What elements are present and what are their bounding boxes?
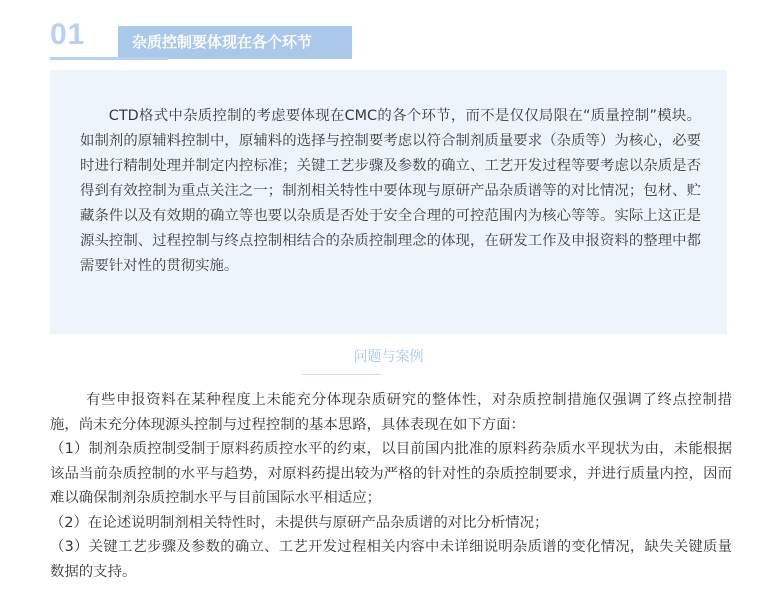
- subheading: 问题与案例: [353, 349, 424, 365]
- body-text: [50, 388, 732, 584]
- section-title: 杂质控制要体现在各个环节: [118, 26, 352, 59]
- list-item-1: （1）制剂杂质控制受制于原料药质控水平的约束，以目前国内批准的原料药杂质水平现状为由，未能根据该品当前杂质控制的水平与趋势，对原料药提出较为严格的针对性的杂质控制要求，并进行质量内控，因而难以确保制剂杂质控制水平与目前国际水平相适应；: [50, 441, 732, 506]
- intro-paragraph: 有些申报资料在某种程度上未能充分体现杂质研究的整体性，对杂质控制措施仅强调了终点控制措施，尚未充分体现源头控制与过程控制的基本思路，具体表现在如下方面：: [50, 392, 732, 433]
- summary-paragraph: CTD格式中杂质控制的考虑要体现在CMC的各个环节，而不是仅仅局限在“质量控制”模块。如制剂的原辅料控制中，原辅料的选择与控制要考虑以符合制剂质量要求（杂质等）为核心，必要时进行精制处理并制定内控标准；关键工艺步骤及参数的确立、工艺开发过程等要考虑以杂质是否得到有效控制为重点关注之一；制剂相关特性中要体现与原研产品杂质谱等的对比情况；包材、贮藏条件以及有效期的确立等也要以杂质是否处于安全合理的可控范围内为核心等等。实际上这正是源头控制、过程控制与终点控制相结合的杂质控制理念的体现，在研发工作及申报资料的整理中都需要针对性的贯彻实施。: [80, 108, 701, 274]
- list-item-2: （2）在论述说明制剂相关特性时，未提供与原研产品杂质谱的对比分析情况；: [50, 514, 549, 531]
- list-item-3: （3）关键工艺步骤及参数的确立、工艺开发过程相关内容中未详细说明杂质谱的变化情况，缺失关键质量数据的支持。: [50, 539, 732, 580]
- section-underline: [50, 57, 168, 60]
- summary-panel: [50, 70, 727, 334]
- section-header: [50, 14, 352, 60]
- subheading-underline: [302, 374, 382, 375]
- section-number: 01: [50, 18, 86, 51]
